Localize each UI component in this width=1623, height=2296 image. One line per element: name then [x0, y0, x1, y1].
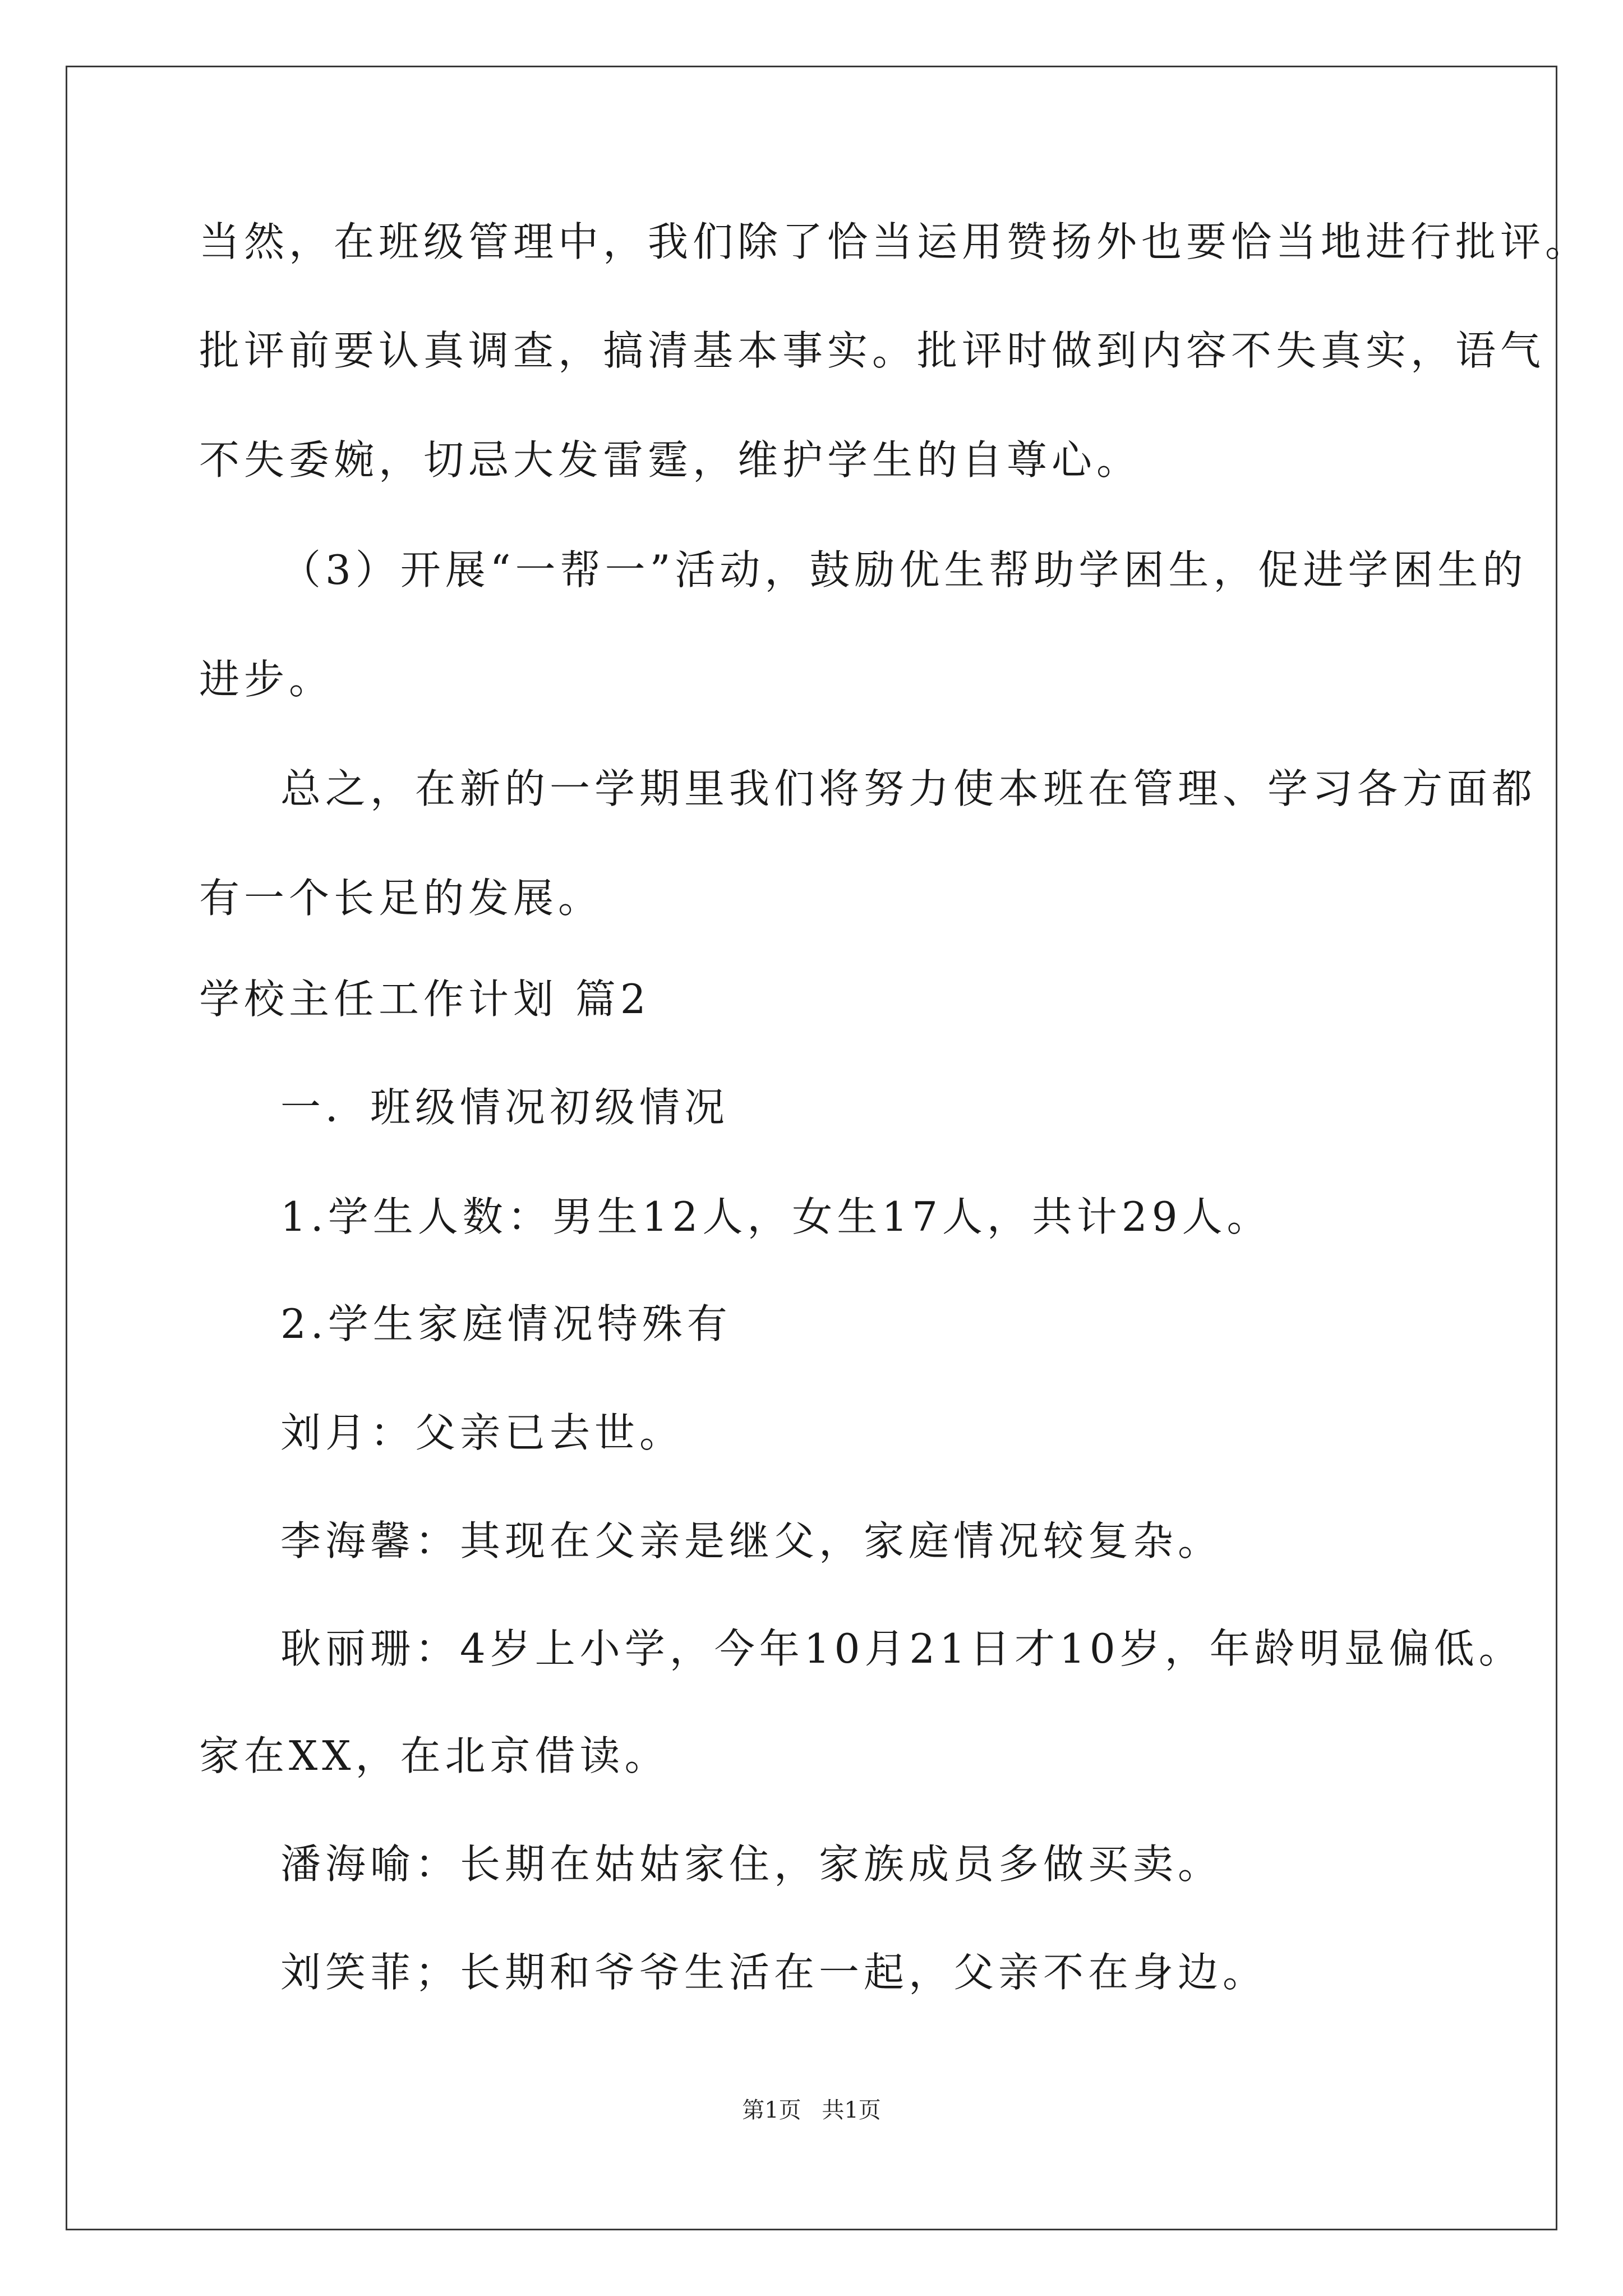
paragraph-line: 刘笑菲；长期和爷爷生活在一起，父亲不在身边。	[280, 1949, 1268, 1996]
paragraph-line: 家在XX，在北京借读。	[199, 1732, 670, 1779]
paragraph-line: 批评前要认真调查，搞清基本事实。批评时做到内容不失真实，语气	[199, 327, 1546, 374]
paragraph-line: 潘海喻：长期在姑姑家住，家族成员多做买卖。	[280, 1841, 1223, 1888]
paragraph-line: 耿丽珊：4岁上小学，今年10月21日才10岁，年龄明显偏低。	[280, 1625, 1524, 1672]
paragraph-line: 李海馨：其现在父亲是继父，家庭情况较复杂。	[280, 1517, 1223, 1565]
paragraph-line: 一．班级情况初级情况	[280, 1084, 730, 1131]
paragraph-line: 当然，在班级管理中，我们除了恰当运用赞扬外也要恰当地进行批评。	[199, 218, 1590, 265]
paragraph-line: 2.学生家庭情况特殊有	[280, 1300, 732, 1347]
section-heading: 学校主任工作计划 篇2	[199, 976, 651, 1023]
paragraph-line: 总之，在新的一学期里我们将努力使本班在管理、学习各方面都	[280, 765, 1537, 812]
paragraph-line: 进步。	[199, 656, 334, 703]
paragraph-line: （3）开展“一帮一”活动，鼓励优生帮助学困生，促进学困生的	[280, 546, 1528, 593]
paragraph-line: 不失委婉，切忌大发雷霆，维护学生的自尊心。	[199, 436, 1142, 484]
page-total: 共1页	[822, 2097, 881, 2123]
document-body	[199, 0, 1590, 2296]
paragraph-line: 1.学生人数：男生12人，女生17人，共计29人。	[280, 1193, 1272, 1240]
paragraph-line: 刘月：父亲已去世。	[280, 1409, 685, 1456]
paragraph-line: 有一个长足的发展。	[199, 875, 603, 922]
page-number: 第1页	[742, 2097, 801, 2123]
page-footer	[0, 2092, 1623, 2124]
